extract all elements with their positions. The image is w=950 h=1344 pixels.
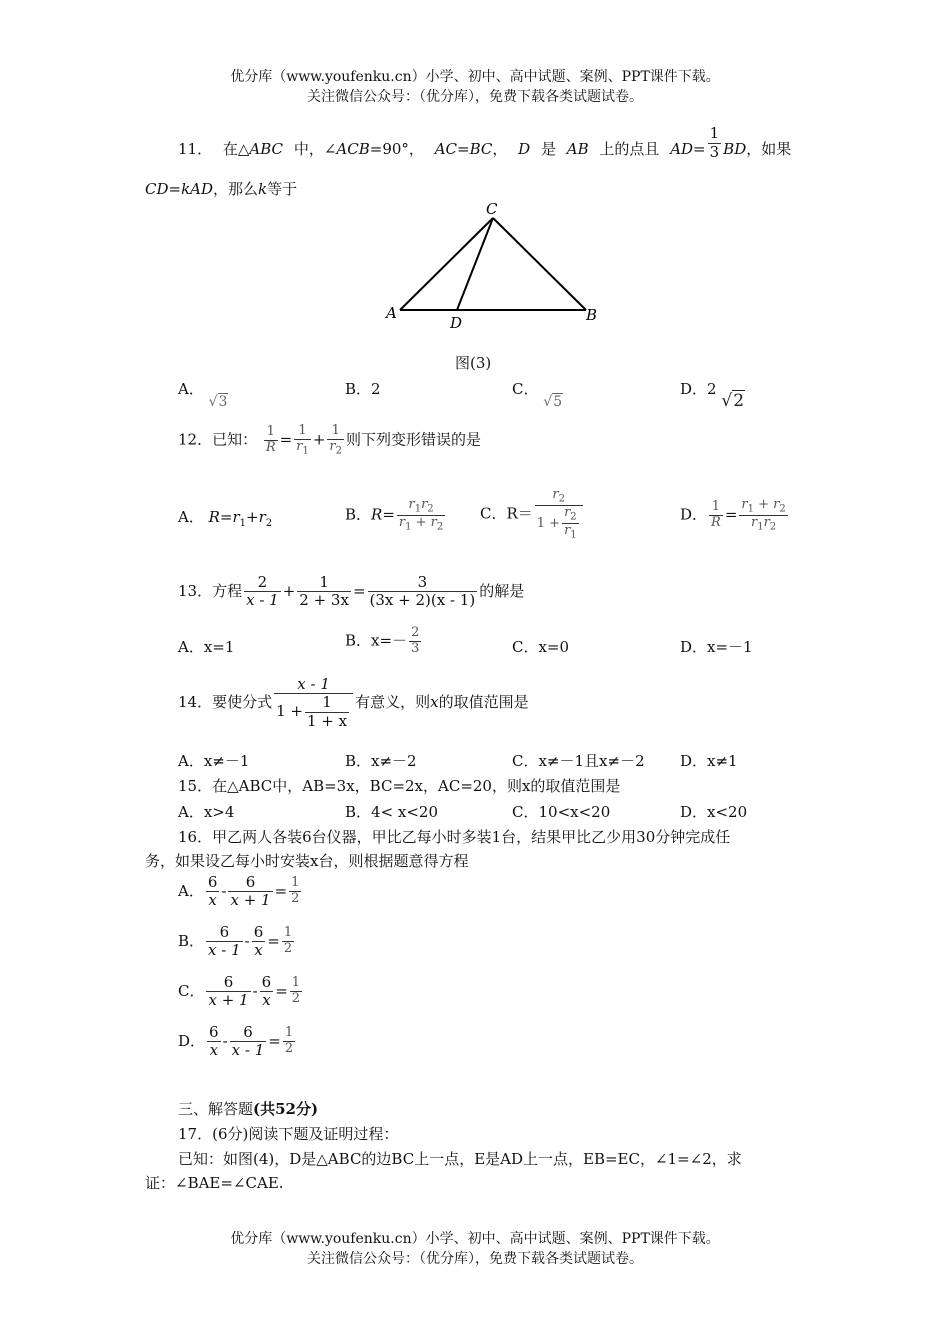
q12-frac-1-over-r1 xyxy=(294,424,311,457)
frac-den: x xyxy=(208,891,217,910)
frac-half xyxy=(289,876,301,907)
q16-option-b xyxy=(178,924,296,960)
frac-den: x xyxy=(262,991,271,1010)
option-label: C． xyxy=(178,981,205,1000)
var-r: r xyxy=(421,497,428,512)
q11-option-d xyxy=(680,378,745,411)
frac-num: 6 xyxy=(209,1023,219,1041)
q11-option-a xyxy=(178,378,228,410)
q11-fraction xyxy=(708,125,722,161)
segment-ac xyxy=(400,218,493,310)
frac-den: 2 xyxy=(284,1041,294,1057)
triangle-figure xyxy=(380,198,610,333)
q11-text: ，那么 xyxy=(213,180,259,198)
subscript: 1 xyxy=(239,518,247,529)
q16-option-c xyxy=(178,974,304,1010)
q11-line-1 xyxy=(178,124,792,161)
option-label: A． xyxy=(178,881,204,900)
vertex-b-label: B xyxy=(586,306,598,324)
q12-option-b xyxy=(345,498,447,533)
subscript: 2 xyxy=(335,445,343,457)
frac-num: 1 xyxy=(291,975,301,991)
radicand: 5 xyxy=(553,394,563,410)
q11-text: =90°， xyxy=(369,140,424,158)
one-plus: 1 + xyxy=(276,702,303,720)
frac-den: x - 1 xyxy=(246,591,279,610)
frac-half xyxy=(283,1026,295,1057)
vertex-d-label: D xyxy=(450,314,463,332)
q11-cdkad: CD=kAD xyxy=(145,180,214,198)
frac-num: $r_1 + r_2$ xyxy=(741,497,786,515)
q13-term-2 xyxy=(297,574,351,610)
var-r: r xyxy=(564,523,571,539)
frac-den: x + 1 xyxy=(230,891,271,910)
var-r: r xyxy=(408,497,415,512)
var-r: r xyxy=(398,515,406,531)
option-label: B．x=－ xyxy=(345,631,408,650)
frac-num: 6 xyxy=(206,924,243,942)
frac-num: 1 xyxy=(709,500,723,516)
q11-text: 在△ xyxy=(222,140,250,158)
sqrt-icon: √2 xyxy=(721,391,745,411)
q12-d-frac-right xyxy=(739,498,787,533)
segment-cd xyxy=(457,218,493,310)
option-label: D． xyxy=(680,505,708,524)
q11-abc: ABC xyxy=(249,140,284,158)
option-label: A． xyxy=(178,508,204,526)
q11-text: 是 xyxy=(540,140,556,158)
frac-b2 xyxy=(252,924,266,960)
q13-term-1 xyxy=(244,574,281,610)
q14-suffix: 有意义，则 xyxy=(355,692,431,711)
q12-frac-1-over-R xyxy=(264,425,278,456)
q11-text: 上的点且 xyxy=(599,140,660,158)
subscript: 2 xyxy=(570,511,577,523)
frac-den xyxy=(294,440,311,457)
option-label: C．R＝ xyxy=(480,504,533,523)
var-r: r xyxy=(564,505,571,521)
frac-num: 1 xyxy=(297,574,351,592)
q16-line-1: 16．甲乙两人各装6台仪器，甲比乙每小时多装1台，结果甲比乙少用30分钟完成任 xyxy=(178,828,731,846)
q11-option-c xyxy=(512,378,563,410)
q14-option-d: D．x≠1 xyxy=(680,752,738,770)
frac-num: 1 xyxy=(294,424,311,440)
option-label: D．2 xyxy=(680,380,717,398)
frac-num: 2 xyxy=(411,625,420,640)
frac-num: 6 xyxy=(206,974,250,992)
section-score: (共52分) xyxy=(253,1100,319,1118)
q13-option-d: D．x=－1 xyxy=(680,638,753,656)
frac-num xyxy=(562,506,579,524)
vertex-a-label: A xyxy=(386,304,397,322)
q14-prefix: 14．要使分式 xyxy=(178,692,273,711)
q14-option-a: A．x≠－1 xyxy=(178,752,250,770)
option-label: A． xyxy=(178,380,204,398)
q14-x: x xyxy=(430,692,439,711)
frac-den: 2 xyxy=(291,891,300,907)
q14-fraction xyxy=(274,676,353,730)
frac-den: 2 + 3x xyxy=(299,591,349,610)
frac-d1 xyxy=(207,1024,221,1060)
subscript: 1 xyxy=(405,521,412,533)
q13-stem: 13．方程 $\frac{2}{x - 1}$ + $\frac{1}{2 + 3x}$ = $\frac{3}{(3x + 2)(x - 1)}$ 的解是 xyxy=(178,573,525,610)
vertex-c-label: C xyxy=(486,200,498,218)
frac-den xyxy=(535,506,583,541)
q15-stem: 15．在△ABC中，AB=3x，BC=2x，AC=20，则x的取值范围是 xyxy=(178,777,621,795)
subscript: 1 xyxy=(570,529,577,541)
frac-den xyxy=(274,694,353,730)
frac-num: 6 xyxy=(253,923,264,941)
frac-num: 6 xyxy=(228,874,272,892)
var-r: r xyxy=(773,497,780,512)
q13-rhs xyxy=(368,574,478,610)
frac-den: x - 1 xyxy=(208,941,241,960)
q13-option-b xyxy=(345,626,423,657)
frac-num: 1 xyxy=(283,925,293,941)
option-text: +r xyxy=(246,508,266,526)
var-r: r xyxy=(329,438,336,454)
segment-bc xyxy=(493,218,586,310)
subscript: 2 xyxy=(436,521,444,533)
subscript: 2 xyxy=(427,503,434,515)
one-plus: 1 + xyxy=(536,516,561,532)
subscript: 2 xyxy=(265,518,273,529)
frac-den xyxy=(327,440,344,457)
frac-den: x - 1 xyxy=(231,1041,265,1060)
q15-option-c: C．10<x<20 xyxy=(512,803,611,821)
minus: - xyxy=(252,981,258,1000)
frac-den: 1 + x xyxy=(306,711,348,730)
frac-half xyxy=(282,926,294,957)
q11-k: k xyxy=(258,180,268,198)
q17-line-2: 已知：如图(4)，D是△ABC的边BC上一点，E是AD上一点，EB=EC，∠1=∠2，求 xyxy=(178,1150,742,1168)
frac-a1 xyxy=(206,874,220,910)
frac-den: R xyxy=(265,440,276,456)
subscript: 2 xyxy=(769,521,777,533)
minus: - xyxy=(222,1031,228,1050)
q14-option-b: B．x≠－2 xyxy=(345,752,417,770)
q11-frac-den: 3 xyxy=(709,142,720,161)
q12-d-frac-left xyxy=(709,500,723,531)
frac-a2 xyxy=(228,874,272,910)
q14-option-c: C．x≠－1且x≠－2 xyxy=(512,752,645,770)
q16-option-a xyxy=(178,874,303,910)
option-label: D． xyxy=(178,1031,206,1050)
q11-acb: ACB xyxy=(336,140,370,158)
frac-num: 1 xyxy=(327,424,344,440)
var-r: r xyxy=(741,497,748,512)
q11-ad: AD= xyxy=(670,140,706,158)
frac-num: 1 xyxy=(284,1025,294,1041)
var-r: r xyxy=(430,515,437,531)
header-line-2: 关注微信公众号：（优分库），免费下载各类试题试卷。 xyxy=(307,89,643,105)
frac-den xyxy=(739,516,787,533)
q15-option-a: A．x>4 xyxy=(178,803,235,821)
frac-num xyxy=(535,488,583,506)
section-3-title xyxy=(178,1098,318,1119)
frac-num: 6 xyxy=(207,873,218,891)
sqrt-icon: √5 xyxy=(543,394,563,410)
q14-suffix: 的取值范围是 xyxy=(438,692,529,711)
q12-frac-1-over-r2 xyxy=(327,424,344,457)
q14-inner-frac xyxy=(305,694,349,730)
frac-num: 1 xyxy=(264,425,278,441)
q16-line-2: 务，如果设乙每小时安装x台，则根据题意得方程 xyxy=(145,852,469,870)
equals: = xyxy=(268,1031,281,1050)
q12-c-frac xyxy=(535,488,583,541)
q12-option-d: D． $\frac{1}{R}$ = $\frac{r_1 + r_2}{r_1r_2}$ xyxy=(680,497,786,533)
q12-b-frac xyxy=(397,498,445,533)
q12-stem: 12．已知： $\frac{1}{R}$ = $\frac{1}{r_1}$ + $\frac{1}{r_2}$ 则下列变形错误的是 xyxy=(178,423,482,457)
frac-den: 2 xyxy=(291,991,301,1007)
q17-line-1: 17．(6分)阅读下题及证明过程： xyxy=(178,1125,399,1143)
option-text: R= xyxy=(371,505,395,524)
frac-num: 3 xyxy=(368,574,478,592)
radicand: 3 xyxy=(218,394,228,410)
frac-den: $r_1 + r_2$ xyxy=(398,515,444,533)
equals: = xyxy=(274,881,288,900)
q13-prefix: 13．方程 xyxy=(178,581,243,600)
q12-option-a xyxy=(178,506,272,529)
q11-d: D xyxy=(518,140,531,158)
q15-option-d: D．x<20 xyxy=(680,803,748,821)
option-label: B． xyxy=(345,505,372,524)
q11-frac-num: 1 xyxy=(709,124,720,143)
option-label: C． xyxy=(512,380,539,398)
q17-line-3: 证：∠BAE=∠CAE. xyxy=(145,1174,284,1192)
subscript: 1 xyxy=(302,445,309,457)
footer-line-2: 关注微信公众号：（优分库），免费下载各类试题试卷。 xyxy=(307,1251,643,1267)
q12-suffix: 则下列变形错误的是 xyxy=(346,430,482,449)
frac-num xyxy=(397,498,445,516)
frac-num: 2 xyxy=(244,574,281,592)
frac-num: 1 xyxy=(305,694,349,712)
option-text: R=r xyxy=(208,508,240,526)
frac-num: x - 1 xyxy=(274,676,353,694)
frac-den: 2 xyxy=(283,941,293,957)
q13-option-a: A．x=1 xyxy=(178,638,235,656)
q11-text: 中，∠ xyxy=(293,140,337,158)
q11-bd: BD xyxy=(723,140,747,158)
frac-den: x xyxy=(209,1041,219,1060)
var-r: r xyxy=(552,487,559,502)
sqrt-icon: √3 xyxy=(208,394,228,410)
frac-den: R xyxy=(711,515,721,531)
q11-line-2 xyxy=(145,178,297,199)
q13-option-c: C．x=0 xyxy=(512,638,570,656)
frac-c1 xyxy=(206,974,250,1010)
frac-num: 1 xyxy=(291,875,300,891)
section-title-text: 三、解答题 xyxy=(178,1100,254,1118)
subscript: 2 xyxy=(558,493,566,505)
q12-prefix: 12．已知： xyxy=(178,430,258,449)
var-r: r xyxy=(296,438,303,454)
q11-text: 等于 xyxy=(267,180,298,198)
q12-option-c xyxy=(480,488,585,541)
q11-ab: AB xyxy=(566,140,589,158)
q14-stem xyxy=(178,676,529,730)
q13-suffix: 的解是 xyxy=(479,581,525,600)
frac-den: x + 1 xyxy=(208,991,249,1010)
frac-num: 6 xyxy=(261,973,272,991)
frac-c2 xyxy=(260,974,274,1010)
header-line-1: 优分库（www.youfenku.cn）小学、初中、高中试题、案例、PPT课件下载。 xyxy=(230,69,720,85)
equals: = xyxy=(275,981,288,1000)
subscript: 1 xyxy=(747,503,754,515)
var-r: r xyxy=(763,515,770,531)
radicand: 2 xyxy=(733,391,745,411)
subscript: 2 xyxy=(779,503,786,515)
frac-b1 xyxy=(206,924,243,960)
q11-acbc: AC=BC xyxy=(434,140,493,158)
equals: = xyxy=(267,931,280,950)
option-label: B． xyxy=(178,931,205,950)
q11-text: ，如果 xyxy=(746,140,792,158)
var-r: r xyxy=(750,515,758,531)
frac-den: 3 xyxy=(411,640,420,656)
q12-c-inner-frac xyxy=(562,506,579,541)
q11-number: 11． xyxy=(178,140,213,158)
minus: - xyxy=(244,931,250,950)
frac-den: (3x + 2)(x - 1) xyxy=(369,591,476,610)
minus: - xyxy=(221,881,227,900)
figure-caption: 图(3) xyxy=(455,354,492,372)
subscript: 1 xyxy=(757,521,764,533)
footer-line-1: 优分库（www.youfenku.cn）小学、初中、高中试题、案例、PPT课件下载。 xyxy=(230,1231,720,1247)
q16-option-d xyxy=(178,1024,297,1060)
frac-half xyxy=(290,976,302,1007)
q13-b-frac xyxy=(409,626,421,657)
q15-option-b: B．4< x<20 xyxy=(345,803,439,821)
subscript: 1 xyxy=(414,503,422,515)
frac-d2 xyxy=(230,1024,267,1060)
q11-option-b: B．2 xyxy=(345,380,381,398)
frac-den xyxy=(562,524,579,541)
frac-num: 6 xyxy=(230,1024,267,1042)
frac-den: x xyxy=(254,941,263,960)
q11-text: ， xyxy=(492,140,508,158)
